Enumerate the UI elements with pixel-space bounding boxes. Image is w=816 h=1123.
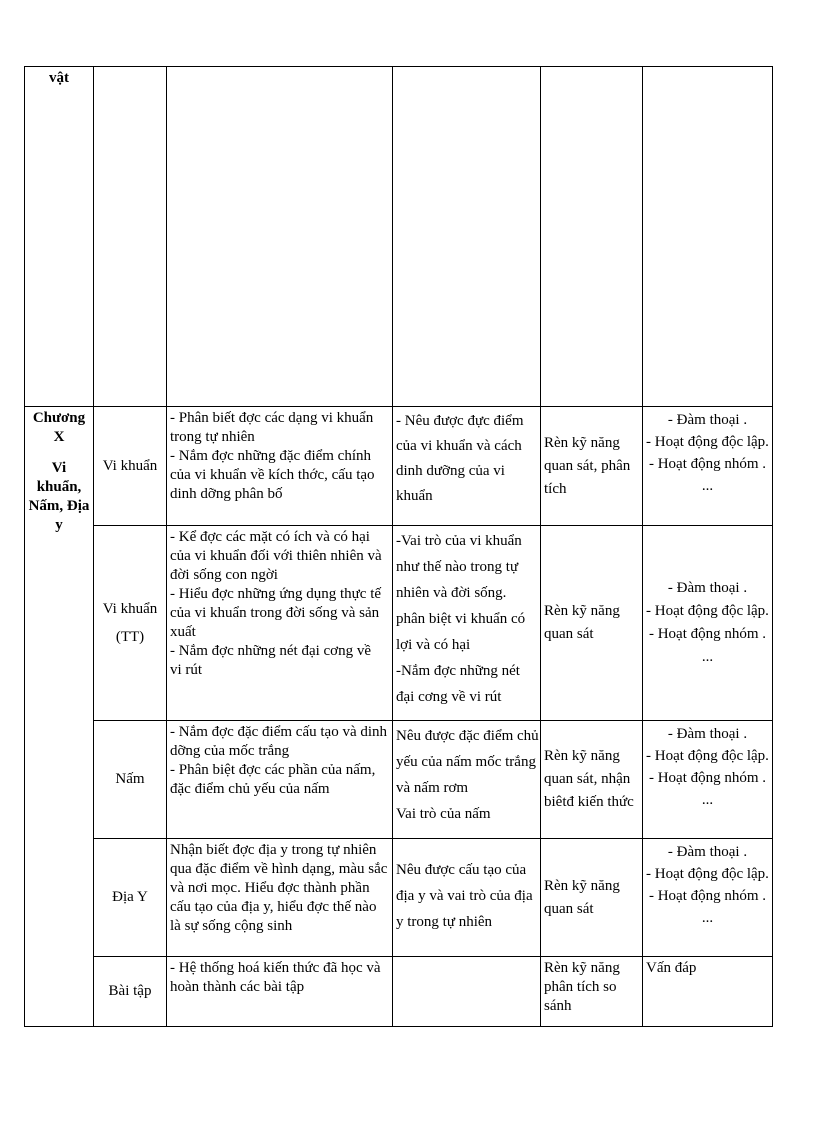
method-line: - Hoạt động độc lập. — [646, 748, 769, 764]
knowledge-line: của vi khuẩn đối với thiên nhiên và — [170, 548, 382, 564]
objective-line: yếu của nấm mốc trắng — [396, 754, 536, 770]
knowledge-line: cấu tạo của địa y, hiểu đợc thế nào — [170, 899, 377, 915]
knowledge-line: Nhận biết đợc địa y trong tự nhiên — [170, 842, 377, 858]
empty-cell — [541, 67, 643, 407]
chapter-label-line: khuẩn, — [36, 479, 82, 495]
chapter-label-line: Vi — [51, 460, 67, 476]
skills-cell — [541, 407, 643, 526]
skills-cell — [541, 721, 643, 839]
objective-line: đại cơng về vi rút — [396, 689, 502, 705]
empty-cell — [643, 67, 773, 407]
objective-line: y trong tự nhiên — [396, 914, 493, 930]
method-line: - Đàm thoại . — [667, 412, 748, 428]
chapter-label-line: Chương — [32, 410, 86, 426]
methods-cell — [643, 957, 773, 1027]
table-row — [25, 526, 773, 721]
skill-line: Rèn kỹ năng — [544, 960, 620, 976]
method-line: - Đàm thoại . — [667, 844, 748, 860]
objective-line: và nấm rơm — [396, 780, 469, 796]
lesson-name: (TT) — [115, 629, 145, 645]
skill-line: Rèn kỹ năng — [544, 877, 620, 894]
method-line: Vấn đáp — [646, 960, 697, 976]
objective-line: -Nắm đợc những nét — [396, 663, 520, 679]
skill-line: Rèn kỹ năng — [544, 748, 620, 764]
method-line: ... — [701, 478, 714, 494]
skill-line: quan sát — [544, 626, 594, 642]
method-line: - Hoạt động độc lập. — [646, 866, 769, 882]
objectives-cell — [393, 839, 541, 957]
objective-line: Vai trò của nấm — [396, 806, 491, 822]
method-line: ... — [701, 649, 714, 665]
skills-cell — [541, 957, 643, 1027]
chapter-label-line: y — [55, 517, 63, 533]
chapter-continued-text: vật — [49, 70, 69, 86]
chapter-label-line: X — [53, 429, 65, 445]
lesson-name: Vi khuẩn — [102, 601, 158, 617]
objective-line: - Nêu được đực điểm — [396, 413, 524, 429]
knowledge-line: - Nắm đợc những đặc điểm chính — [170, 448, 372, 464]
knowledge-line: - Phân biết đợc các dạng vi khuẩn — [170, 410, 374, 426]
objective-line: địa y và vai trò của địa — [396, 888, 533, 904]
method-line: ... — [701, 792, 714, 808]
knowledge-line: và nơi mọc. Hiểu đợc thành phần — [170, 880, 370, 896]
lesson-cell — [94, 721, 167, 839]
lesson-plan-table — [24, 66, 773, 1027]
methods-cell — [643, 526, 773, 721]
knowledge-line: của vi khuẩn về kích thớc, cấu tạo — [170, 467, 375, 483]
lesson-name: Vi khuẩn — [102, 457, 158, 474]
knowledge-line: qua đặc điểm về hình dạng, màu sắc — [170, 861, 388, 877]
knowledge-line: vi rút — [170, 662, 203, 678]
objective-line: của vi khuẩn và cách — [396, 438, 522, 454]
skill-line: phân tích so — [544, 979, 617, 995]
table-row — [25, 957, 773, 1027]
table-row-continued — [25, 67, 773, 407]
knowledge-line: - Phân biệt đợc các phần của nấm, — [170, 762, 376, 778]
skill-line: quan sát — [544, 900, 594, 917]
objectives-cell — [393, 407, 541, 526]
lesson-name: Bài tập — [108, 983, 152, 999]
skills-cell — [541, 839, 643, 957]
lesson-cell — [94, 957, 167, 1027]
chapter-cell-continued — [25, 67, 94, 407]
objective-line: lợi và có hại — [396, 637, 471, 653]
objective-line: -Vai trò của vi khuẩn — [396, 533, 522, 549]
lesson-name: Nấm — [115, 771, 145, 787]
knowledge-cell — [167, 526, 393, 721]
method-line: - Hoạt động độc lập. — [646, 603, 769, 619]
skill-line: quan sát, nhận — [544, 771, 631, 787]
method-line: - Hoạt động nhóm . — [648, 456, 767, 472]
skills-cell — [541, 526, 643, 721]
knowledge-line: xuất — [170, 624, 196, 640]
table-row — [25, 839, 773, 957]
skill-line: quan sát, phân — [544, 457, 631, 474]
method-line: - Hoạt động nhóm . — [648, 888, 767, 904]
objective-line: Nêu được đặc điểm chủ — [396, 728, 539, 744]
empty-cell — [167, 67, 393, 407]
knowledge-line: của vi khuẩn trong đời sống và sản — [170, 605, 380, 621]
lesson-cell — [94, 526, 167, 721]
methods-cell — [643, 839, 773, 957]
knowledge-line: trong tự nhiên — [170, 429, 255, 445]
chapter-cell — [25, 407, 94, 1027]
skill-line: biêtđ kiến thức — [544, 794, 634, 810]
knowledge-line: hoàn thành các bài tập — [170, 979, 305, 995]
lesson-cell — [94, 839, 167, 957]
objective-line: phân biệt vi khuẩn có — [396, 611, 526, 627]
knowledge-line: - Nắm đợc những nét đại cơng về — [170, 643, 372, 659]
empty-cell — [393, 67, 541, 407]
knowledge-line: đặc điểm chủ yếu của nấm — [170, 781, 330, 797]
table-row — [25, 721, 773, 839]
knowledge-line: - Hiểu đợc những ứng dụng thực tế — [170, 586, 382, 602]
objectives-cell — [393, 721, 541, 839]
skill-line: tích — [544, 480, 567, 497]
objective-line: như thế nào trong tự — [396, 559, 519, 575]
knowledge-line: là sự sống cộng sinh — [170, 918, 293, 934]
knowledge-line: dinh dỡng phân bố — [170, 486, 283, 502]
objectives-cell — [393, 957, 541, 1027]
lesson-name: Địa Y — [112, 889, 148, 905]
objective-line: nhiên và đời sống. — [396, 585, 507, 601]
knowledge-line: - Kể đợc các mặt có ích và có hại — [170, 529, 370, 545]
objective-line: dinh dưỡng của vi — [396, 463, 505, 479]
table-row — [25, 407, 773, 526]
chapter-label-gap — [28, 447, 90, 459]
empty-cell — [94, 67, 167, 407]
methods-cell — [643, 721, 773, 839]
method-line: - Hoạt động nhóm . — [648, 770, 767, 786]
skill-line: Rèn kỹ năng — [544, 603, 620, 619]
method-line: ... — [701, 910, 714, 926]
knowledge-cell — [167, 407, 393, 526]
knowledge-line: đời sống con ngời — [170, 567, 278, 583]
chapter-label-line: Nấm, Địa — [28, 498, 90, 514]
skill-line: sánh — [544, 998, 572, 1014]
skill-line: Rèn kỹ năng — [544, 434, 620, 451]
knowledge-cell — [167, 957, 393, 1027]
objective-line: Nêu được cấu tạo của — [396, 862, 527, 878]
methods-cell — [643, 407, 773, 526]
lesson-cell — [94, 407, 167, 526]
objective-line: khuẩn — [396, 488, 433, 504]
knowledge-line: - Hệ thống hoá kiến thức đã học và — [170, 960, 381, 976]
method-line: - Đàm thoại . — [667, 726, 748, 742]
knowledge-cell — [167, 721, 393, 839]
method-line: - Hoạt động nhóm . — [648, 626, 767, 642]
knowledge-cell — [167, 839, 393, 957]
objectives-cell — [393, 526, 541, 721]
knowledge-line: - Nắm đợc đặc điểm cấu tạo và dinh — [170, 724, 388, 740]
method-line: - Đàm thoại . — [667, 580, 748, 596]
method-line: - Hoạt động độc lập. — [646, 434, 769, 450]
knowledge-line: dỡng của mốc trắng — [170, 743, 290, 759]
